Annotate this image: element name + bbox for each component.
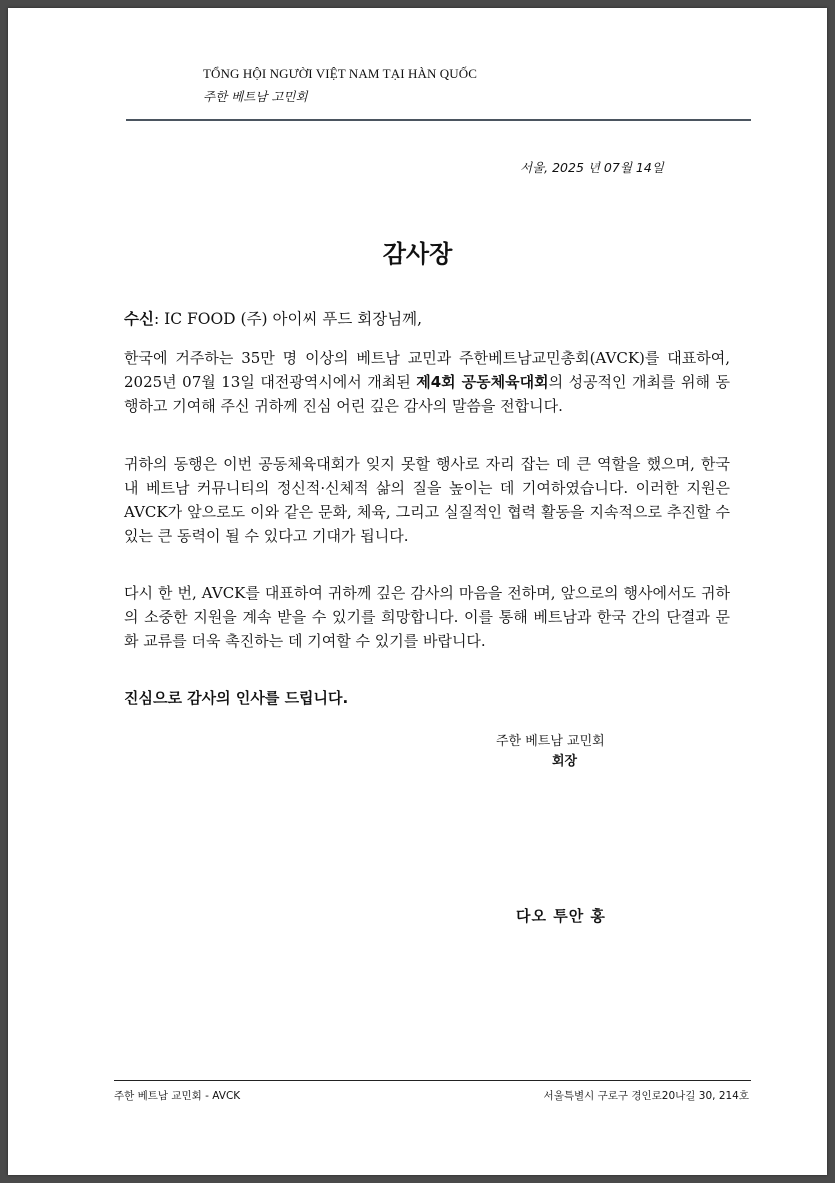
paragraph-2: 귀하의 동행은 이번 공동체육대회가 잊지 못할 행사로 자리 잡는 데 큰 역할을 했으며, 한국 내 베트남 커뮤니티의 정신적·신체적 삶의 질을 높이는 데 기여하였습니다. 이러한 지원은 AVCK가 앞으로도 이와 같은 문화, 체육, 그리고 실질적인 협력 활동을 지속적으로 추진할 수 있는 큰 동력이 될 수 있다고 기대가 됩니다. bbox=[124, 455, 730, 545]
recipient-line bbox=[124, 307, 730, 331]
signature-name: 다오 투안 홍 bbox=[516, 907, 606, 925]
recipient-label: 수신 bbox=[124, 310, 154, 328]
document-date: 서울, 2025 년 07월 14일 bbox=[520, 160, 664, 175]
paragraph-1-after: 의 성공적인 개최를 위해 동행하고 기여해 주신 귀하께 진심 어린 깊은 감사의 말씀을 전합니다. bbox=[124, 373, 730, 415]
signature-role: 회장 bbox=[552, 754, 578, 769]
paragraph-1-before: 한국에 거주하는 35만 명 이상의 베트남 교민과 주한베트남교민총회(AVCK)를 대표하여, 2025년 07월 13일 대전광역시에서 개최된 bbox=[124, 349, 730, 391]
closing-line: 진심으로 감사의 인사를 드립니다. bbox=[124, 689, 349, 707]
recipient-text: : IC FOOD (주) 아이씨 푸드 회장님께, bbox=[153, 310, 423, 328]
header-divider bbox=[126, 119, 751, 121]
footer-org: 주한 베트남 교민회 - AVCK bbox=[114, 1090, 241, 1102]
signature-org: 주한 베트남 교민회 bbox=[496, 734, 605, 749]
document-page bbox=[8, 8, 827, 1175]
header-org-korean: 주한 베트남 고민회 bbox=[203, 89, 308, 104]
paragraph-1-event-name: 제4회 공동체육대회 bbox=[416, 373, 549, 391]
footer-address: 서울특별시 구로구 경인로20나길 30, 214호 bbox=[543, 1090, 749, 1102]
paragraph-1 bbox=[124, 346, 730, 418]
header-org-vietnamese: TỔNG HỘI NGƯỜI VIỆT NAM TẠI HÀN QUỐC bbox=[203, 66, 478, 81]
footer-divider bbox=[114, 1080, 751, 1081]
paragraph-3: 다시 한 번, AVCK를 대표하여 귀하께 깊은 감사의 마음을 전하며, 앞으로의 행사에서도 귀하의 소중한 지원을 계속 받을 수 있기를 희망합니다. 이를 통해 베트남과 한국 간의 단결과 문화 교류를 더욱 촉진하는 데 기여할 수 있기를 바랍니다. bbox=[124, 584, 730, 650]
document-title: 감사장 bbox=[382, 240, 453, 268]
